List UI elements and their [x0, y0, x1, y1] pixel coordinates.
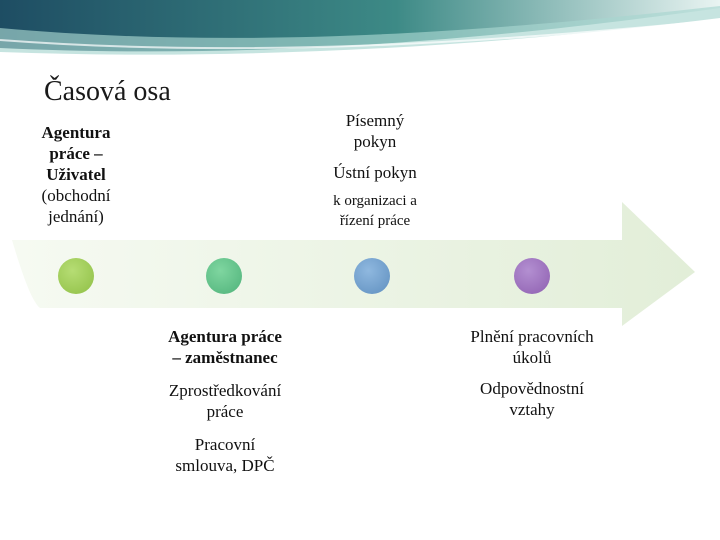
event-3-item-3-line-1: k organizaci a — [333, 193, 417, 209]
event-1-extra-2: jednání) — [48, 207, 104, 226]
event-4-item-1-line-2: úkolů — [512, 348, 552, 367]
event-1-extra-1: (obchodní — [41, 186, 111, 205]
event-4-item-2-line-2: vztahy — [509, 400, 555, 419]
event-1-line-2: práce – — [49, 144, 103, 163]
event-1-line-3: Uživatel — [46, 165, 106, 184]
event-3-item-1-line-2: pokyn — [353, 132, 397, 151]
event-4-item-1-line-1: Plnění pracovních — [470, 327, 594, 346]
header-swoosh — [0, 0, 720, 70]
event-2-line-1: Agentura práce — [168, 327, 282, 346]
event-2-item-1-line-2: práce — [206, 402, 244, 421]
event-1-line-1: Agentura — [41, 123, 111, 142]
timeline-dot-3 — [354, 258, 390, 294]
event-4-item-2-line-1: Odpovědnostní — [480, 379, 584, 398]
event-2-line-2: – zaměstnanec — [172, 348, 278, 367]
event-3-item-1-line-1: Písemný — [345, 111, 405, 130]
event-2-item-2-line-2: smlouva, DPČ — [175, 456, 275, 475]
timeline-dot-1 — [58, 258, 94, 294]
timeline-dot-4 — [514, 258, 550, 294]
event-1-label — [22, 122, 130, 227]
event-2-item-2-line-1: Pracovní — [194, 435, 256, 454]
event-2-item-1-line-1: Zprostředkování — [168, 381, 282, 400]
event-4-label — [452, 326, 612, 420]
slide-title: Časová osa — [44, 76, 171, 107]
event-2-label — [150, 326, 300, 476]
event-3-item-2-line-1: Ústní pokyn — [333, 163, 417, 182]
event-3-label — [305, 110, 445, 231]
timeline-dot-2 — [206, 258, 242, 294]
event-3-item-3-line-2: řízení práce — [339, 213, 411, 229]
